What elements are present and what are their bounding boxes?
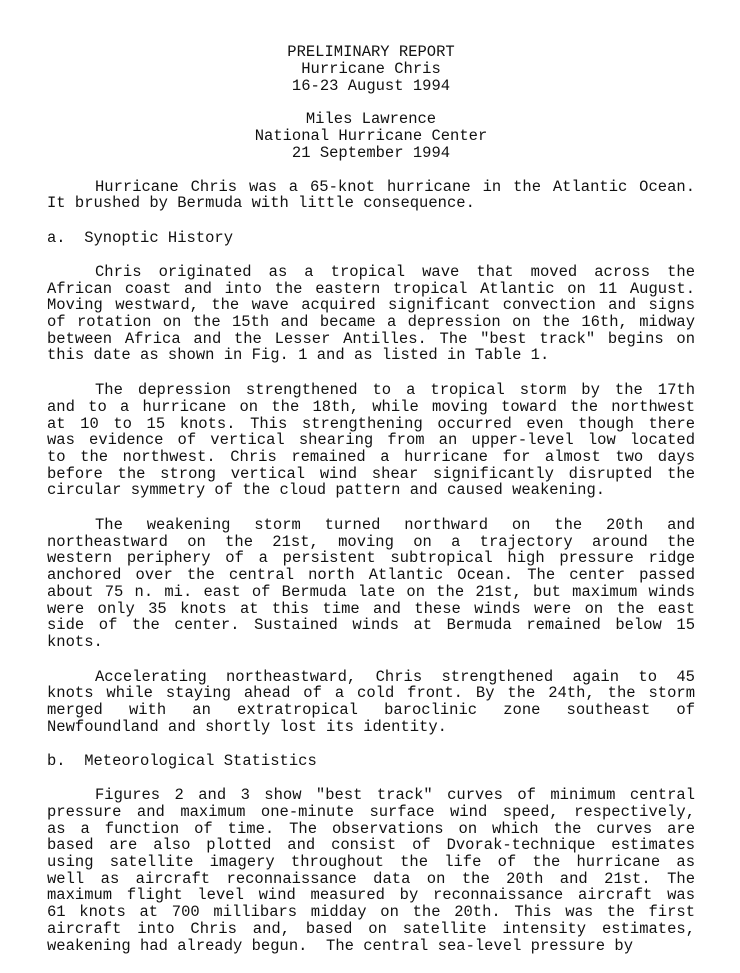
text-line: side of the center. Sustained winds at Bermuda remained below 15 (47, 616, 695, 635)
paragraph (47, 382, 695, 499)
text-line: knots while staying ahead of a cold front. By the 24th, the storm (47, 684, 695, 703)
paragraph (47, 517, 695, 651)
report-sections (47, 230, 695, 954)
text-line: about 75 n. mi. east of Bermuda late on the 21st, but maximum winds (47, 582, 695, 601)
text-line: were only 35 knots at this time and these winds were on the east (47, 599, 695, 618)
paragraph (47, 669, 695, 736)
text-line: pressure and maximum one-minute surface wind speed, respectively, (47, 802, 695, 821)
title-block (47, 44, 695, 94)
text-line: was evidence of vertical shearing from an upper-level low located (47, 431, 695, 450)
text-line: Newfoundland and shortly lost its identity. (47, 717, 447, 736)
text-line: maximum flight level wind measured by reconnaissance aircraft was (47, 886, 695, 905)
text-line: merged with an extratropical baroclinic zone southeast of (47, 701, 695, 720)
text-line: at 10 to 15 knots. This strengthening occurred even though there (47, 414, 695, 433)
text-line: weakening had already begun. The central sea-level pressure by (47, 936, 633, 955)
section (47, 230, 695, 735)
organization: National Hurricane Center (254, 127, 488, 146)
text-line: of rotation on the 15th and became a depression on the 16th, midway (47, 313, 695, 331)
text-line: Hurricane Chris was a 65-knot hurricane in the Atlantic Ocean. (95, 177, 695, 196)
storm-dates: 16-23 August 1994 (291, 76, 451, 95)
text-line: to the northwest. Chris remained a hurricane for almost two days (47, 447, 695, 466)
text-line: The depression strengthened to a tropical storm by the 17th (95, 381, 695, 400)
text-line: well as aircraft reconnaissance data on the 20th and 21st. The (47, 869, 695, 888)
text-line: northeastward on the 21st, moving on a trajectory around the (47, 532, 695, 551)
report-title: PRELIMINARY REPORT (287, 43, 455, 61)
section-heading: a. Synoptic History (47, 229, 234, 248)
text-line: using satellite imagery throughout the life of the hurricane as (47, 852, 695, 871)
text-line: It brushed by Bermuda with little consequence. (47, 194, 475, 213)
paragraph (47, 264, 695, 364)
storm-name: Hurricane Chris (301, 59, 441, 78)
text-line: as a function of time. The observations on which the curves are (47, 819, 695, 838)
section-heading: b. Meteorological Statistics (47, 752, 317, 771)
text-line: 61 knots at 700 millibars midday on the 20th. This was the first (47, 903, 695, 922)
text-line: circular symmetry of the cloud pattern and caused weakening. (47, 481, 606, 500)
text-line: and to a hurricane on the 18th, while moving toward the northwest (47, 397, 695, 416)
text-line: The weakening storm turned northward on the 20th and (95, 516, 695, 535)
text-line: based are also plotted and consist of Dvorak-technique estimates (47, 836, 695, 855)
text-line: Accelerating northeastward, Chris strengthened again to 45 (95, 667, 695, 686)
text-line: Figures 2 and 3 show "best track" curves of minimum central (95, 786, 695, 805)
text-line: this date as shown in Fig. 1 and as listed in Table 1. (47, 346, 550, 365)
document-page (47, 44, 695, 972)
author-block (47, 111, 695, 161)
report-header (47, 44, 695, 162)
text-line: western periphery of a persistent subtropical high pressure ridge (47, 549, 695, 568)
report-date: 21 September 1994 (291, 143, 451, 162)
intro-paragraph (47, 179, 695, 212)
text-line: Chris originated as a tropical wave that moved across the (95, 262, 695, 281)
section (47, 753, 695, 954)
author-name: Miles Lawrence (305, 110, 437, 129)
text-line: aircraft into Chris and, based on satellite intensity estimates, (47, 919, 695, 938)
text-line: anchored over the central north Atlantic Ocean. The center passed (47, 566, 695, 585)
text-line: before the strong vertical wind shear significantly disrupted the (47, 464, 695, 483)
text-line: African coast and into the eastern tropical Atlantic on 11 August. (47, 279, 695, 298)
text-line: Moving westward, the wave acquired significant convection and signs (47, 296, 695, 315)
text-line: between Africa and the Lesser Antilles. The "best track" begins on (47, 329, 695, 348)
text-line: knots. (47, 632, 103, 651)
paragraph (47, 787, 695, 954)
